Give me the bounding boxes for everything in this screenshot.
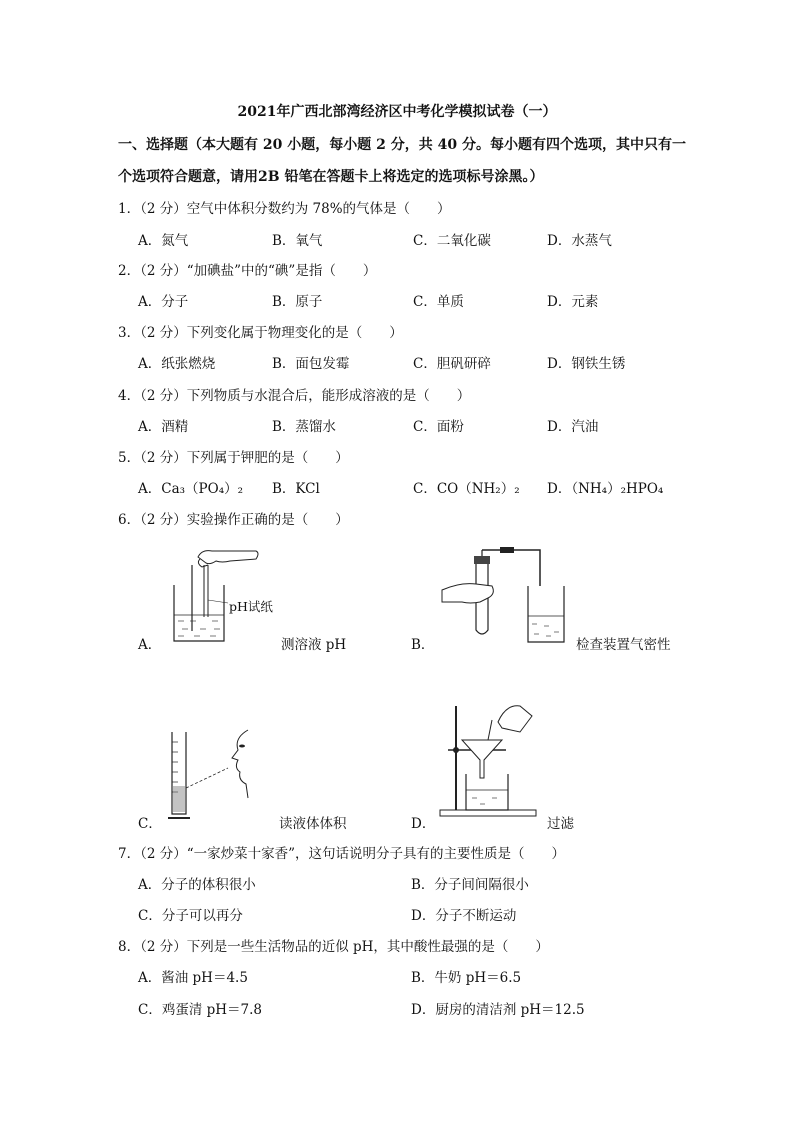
q3-option-b: B．面包发霉	[272, 356, 350, 372]
question-5-stem: 5．（2 分）下列属于钾肥的是（ ）	[118, 450, 349, 466]
q6-caption-d: 过滤	[547, 816, 574, 832]
q3-option-c: C．胆矾研碎	[413, 356, 491, 372]
cylinder-reading-figure	[168, 728, 268, 824]
question-8-stem: 8．（2 分）下列是一些生活物品的近似 pH，其中酸性最强的是（ ）	[118, 939, 549, 955]
q6-caption-a: 测溶液 pH	[281, 637, 347, 653]
section-heading-line2: 个选项符合题意，请用2B 铅笔在答题卡上将选定的选项标号涂黑。）	[118, 169, 544, 185]
question-6-stem: 6．（2 分）实验操作正确的是（ ）	[118, 512, 349, 528]
q8-option-b: B．牛奶 pH＝6.5	[411, 970, 522, 986]
airtightness-figure	[440, 546, 570, 646]
q1-option-b: B．氧气	[272, 233, 323, 249]
q4-option-c: C．面粉	[413, 419, 464, 435]
q3-option-a: A．纸张燃烧	[138, 356, 216, 372]
q1-option-d: D．水蒸气	[547, 233, 612, 249]
q8-option-c: C．鸡蛋清 pH＝7.8	[138, 1002, 263, 1018]
q3-option-d: D．钢铁生锈	[547, 356, 626, 372]
q7-option-b: B．分子间间隔很小	[411, 877, 529, 893]
q6-option-a: A．	[138, 637, 162, 653]
q6-caption-c: 读液体体积	[279, 816, 347, 832]
q2-option-b: B．原子	[272, 294, 323, 310]
question-2-stem: 2．（2 分）“加碘盐”中的“碘”是指（ ）	[118, 263, 377, 279]
q2-option-d: D．元素	[547, 294, 599, 310]
q5-option-b: B．KCl	[272, 481, 320, 497]
question-7-stem: 7．（2 分）“一家炒菜十家香”，这句话说明分子具有的主要性质是（ ）	[118, 846, 566, 862]
q8-option-d: D．厨房的清洁剂 pH＝12.5	[411, 1002, 585, 1018]
page-title: 2021年广西北部湾经济区中考化学模拟试卷（一）	[237, 104, 557, 120]
q4-option-d: D．汽油	[547, 419, 599, 435]
q5-option-c: C．CO（NH₂）₂	[413, 481, 520, 497]
q1-option-c: C．二氧化碳	[413, 233, 491, 249]
q5-option-d: D．（NH₄）₂HPO₄	[547, 481, 664, 497]
q2-option-a: A．分子	[138, 294, 189, 310]
q6-option-c: C．	[138, 816, 162, 832]
ph-paper-label: pH试纸	[229, 599, 273, 614]
q1-option-a: A．氮气	[138, 233, 189, 249]
q4-option-a: A．酒精	[138, 419, 189, 435]
q7-option-c: C．分子可以再分	[138, 908, 243, 924]
section-heading-line1: 一、选择题（本大题有 20 小题，每小题 2 分，共 40 分。每小题有四个选项，其中只有一	[118, 137, 686, 153]
q4-option-b: B．蒸馏水	[272, 419, 336, 435]
q7-option-d: D．分子不断运动	[411, 908, 517, 924]
q6-caption-b: 检查装置气密性	[576, 637, 671, 653]
question-3-stem: 3．（2 分）下列变化属于物理变化的是（ ）	[118, 325, 403, 341]
q5-option-a: A．Ca₃（PO₄）₂	[138, 481, 244, 497]
ph-test-figure	[160, 545, 290, 645]
filtration-figure	[436, 698, 546, 820]
q2-option-c: C．单质	[413, 294, 464, 310]
question-4-stem: 4．（2 分）下列物质与水混合后，能形成溶液的是（ ）	[118, 388, 471, 404]
q8-option-a: A．酱油 pH＝4.5	[138, 970, 248, 986]
q6-option-d: D．	[411, 816, 436, 832]
q6-option-b: B．	[411, 637, 435, 653]
question-1-stem: 1．（2 分）空气中体积分数约为 78%的气体是（ ）	[118, 201, 451, 217]
q7-option-a: A．分子的体积很小	[138, 877, 256, 893]
